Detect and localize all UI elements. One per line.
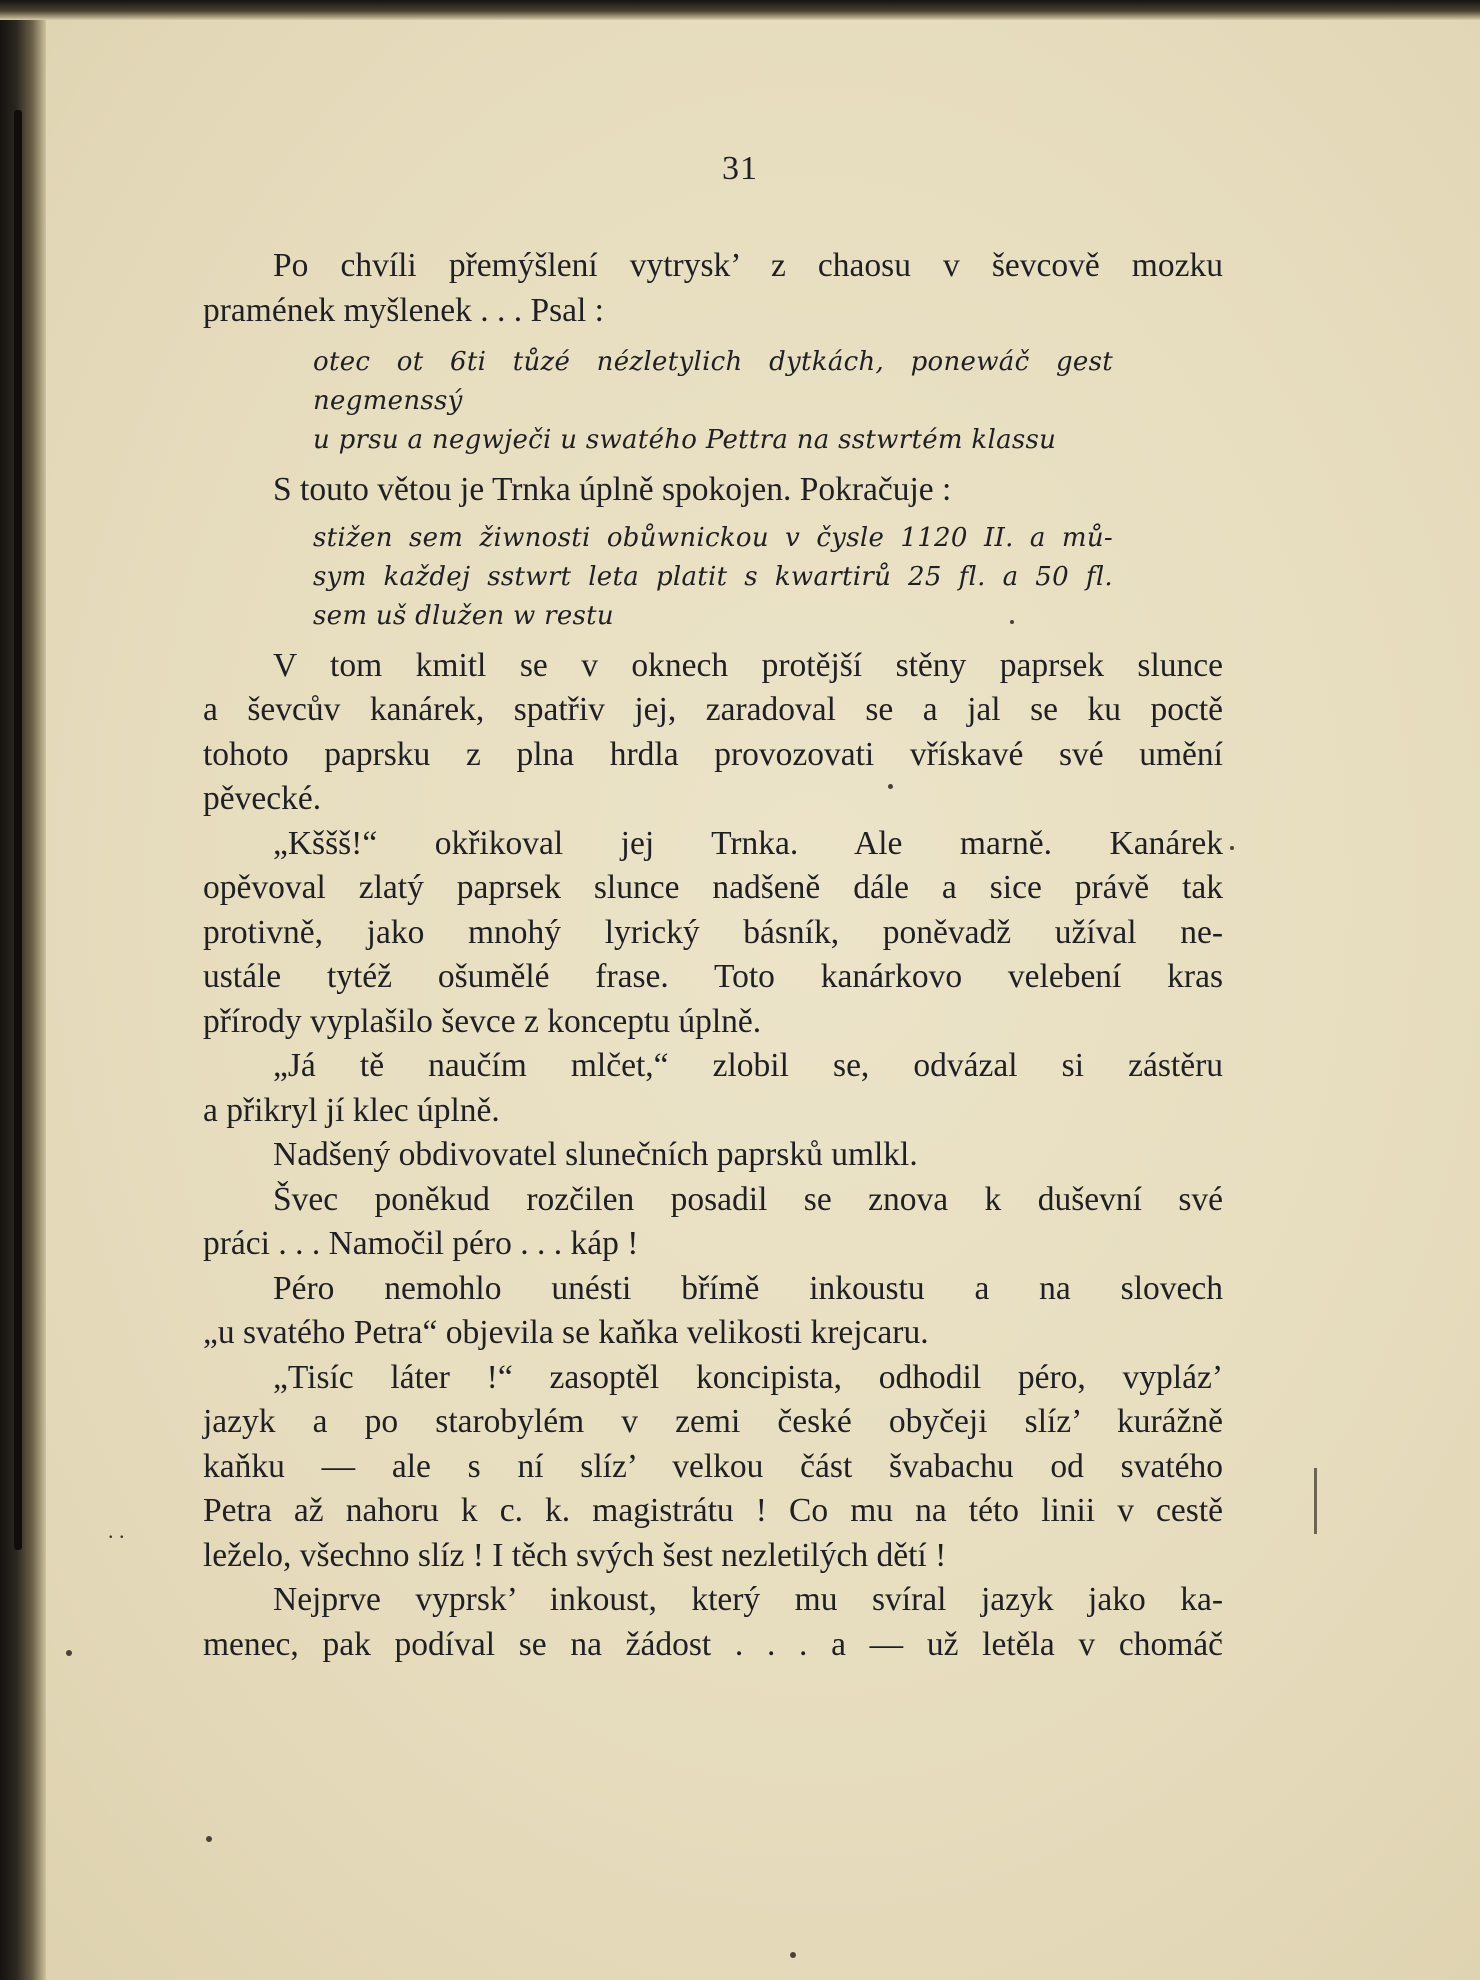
text-line: opěvoval zlatý paprsek slunce nadšeně dále a sice právě tak [203,869,1223,906]
paragraph [203,822,1223,1045]
text-line: S touto větou je Trnka úplně spokojen. Pokračuje : [273,471,952,508]
paragraph [203,244,1223,333]
text-line: Nejprve vyprsk’ inkoust, který mu svíral jazyk jako ka- [273,1581,1223,1618]
page-number: 31 [722,150,758,187]
text-line: Nadšený obdivovatel slunečních paprsků umlkl. [273,1136,918,1173]
margin-mark [1314,1468,1317,1534]
text-line: leželo, všechno slíz ! I těch svých šest nezletilých dětí ! [203,1536,947,1574]
quoted-draft-fraktur [313,343,1113,460]
ink-speck [790,1952,796,1958]
page-top-shadow [0,0,1480,20]
text-line: V tom kmitl se v oknech protější stěny paprsek slunce [273,646,1223,684]
text-line: Petra až nahoru k c. k. magistrátu ! Co mu na této linii v cestě [203,1492,1223,1529]
ink-speck [1230,846,1234,850]
quote-line: sym každej sstwrt leta platit s kwartirů 25 fl. a 50 fl. [313,561,1113,592]
ink-speck [888,784,893,789]
ink-speck [206,1836,212,1842]
margin-dots: . . [108,1518,125,1543]
text-line: „Já tě naučím mlčet,“ zlobil se, odvázal si zástěru [273,1047,1223,1084]
paragraph [203,1044,1223,1133]
text-line: menec, pak podíval se na žádost . . . a — už letěla v chomáč [203,1625,1223,1663]
quote-line: otec ot 6ti tůzé nézletylich dytkách, ponewáč gest negmenssý [313,347,1113,416]
paragraph [203,1133,1223,1178]
ink-speck [1010,620,1014,624]
text-line: přírody vyplašilo ševce z konceptu úplně. [203,1002,762,1040]
body-text [203,244,1223,1667]
text-line: „Kššš!“ okřikoval jej Trnka. Ale marně. Kanárek [273,824,1223,862]
text-line: „Tisíc láter !“ zasoptěl koncipista, odhodil péro, vypláz’ [273,1358,1223,1396]
paragraph [203,468,1223,513]
quote-line: u prsu a negwječi u swatého Pettra na sstwrtém klassu [313,425,1057,455]
paragraph [203,1356,1223,1579]
text-line: kaňku — ale s ní slíz’ velkou část švabachu od svatého [203,1447,1223,1485]
quote-line: stižen sem žiwnosti obůwnickou v čysle 1120 II. a mů- [313,522,1113,553]
text-line: a ševcův kanárek, spatřiv jej, zaradoval se a jal se ku poctě [203,691,1223,728]
text-line: pramének myšlenek . . . Psal : [203,291,604,329]
text-line: ustále tytéž ošumělé frase. Toto kanárkovo velebení kras [203,958,1223,995]
paragraph [203,644,1223,822]
paragraph [203,1178,1223,1267]
text-line: tohoto paprsku z plna hrdla provozovati vřískavé své umění [203,735,1223,773]
text-line: práci . . . Namočil péro . . . káp ! [203,1225,639,1262]
text-line: Po chvíli přemýšlení vytrysk’ z chaosu v ševcově mozku [273,247,1223,284]
text-line: Péro nemohlo unésti břímě inkoustu a na slovech [273,1269,1223,1307]
page-edge-shadow [0,0,46,1980]
paragraph [203,1578,1223,1667]
ink-speck [66,1650,72,1656]
text-line: a přikryl jí klec úplně. [203,1091,500,1129]
paragraph [203,1267,1223,1356]
binding-spine [14,110,22,1550]
text-line: Švec poněkud rozčilen posadil se znova k duševní své [273,1180,1223,1218]
text-line: jazyk a po starobylém v zemi české obyčeji slíz’ kurážně [203,1403,1223,1440]
text-line: pěvecké. [203,780,322,817]
text-line: „u svatého Petra“ objevila se kaňka velikosti krejcaru. [203,1314,929,1351]
quoted-draft-fraktur [313,519,1113,636]
quote-line: sem uš dlužen w restu [313,600,614,631]
text-line: protivně, jako mnohý lyrický básník, poněvadž užíval ne- [203,913,1223,951]
